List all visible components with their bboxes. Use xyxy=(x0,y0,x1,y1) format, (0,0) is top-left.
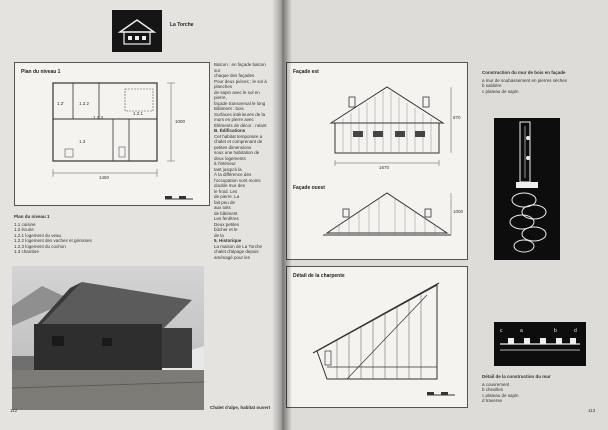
detail-item: d traverse xyxy=(482,398,503,403)
charpente-frame xyxy=(286,266,468,408)
text-line: Deux petites xyxy=(214,221,240,227)
text-line: Surfaces intérieures de la xyxy=(214,111,266,117)
detail-item: c plateau de sapin xyxy=(482,392,519,398)
construction-caption xyxy=(482,70,602,94)
text-line: chaque des façades xyxy=(214,73,255,78)
plan-width-dim: 1450 xyxy=(99,175,110,180)
text-line: à l'intérieur xyxy=(214,161,236,166)
detail-item: b chevilles xyxy=(482,387,504,392)
text-line: La maison de La Torche xyxy=(214,243,262,249)
text-line: Éléments de décor : néant xyxy=(214,122,267,128)
detail-title: Détail de la construction du mur xyxy=(482,374,551,379)
text-line: Balcon : en façade balcon sur xyxy=(214,62,266,73)
text-line: chalet d'alpage depuis xyxy=(214,249,259,254)
legend-title: Plan du niveau 1 xyxy=(14,214,50,219)
est-width-dim: 1670 xyxy=(379,165,390,170)
detail-caption xyxy=(482,374,602,404)
text-line: de sapin avec le sol en pierre, xyxy=(214,89,260,100)
floor-plan-frame xyxy=(14,62,210,206)
text-line: tant jusqu'à la xyxy=(214,166,242,172)
construction-item: b sablière xyxy=(482,83,502,88)
text-line: Pour deux pièces ; le sol à planches xyxy=(214,78,267,89)
plan-title: Plan du niveau 1 xyxy=(21,69,61,75)
legend-item: 1.2.2 logement des vaches et génisses xyxy=(14,238,92,243)
text-line: aménagé pour les xyxy=(214,254,251,260)
text-line: le froid. Les xyxy=(214,188,238,194)
room-label: 1.2' xyxy=(57,101,65,106)
text-line: murs en pierre avec xyxy=(214,117,254,122)
header-thumbnail xyxy=(112,10,162,52)
left-page xyxy=(0,0,282,430)
ouest-height-dim: 1000 xyxy=(453,209,464,214)
text-line: deux logements xyxy=(214,155,246,161)
svg-text:c: c xyxy=(500,328,503,334)
svg-text:b: b xyxy=(554,328,557,334)
photo-caption: Chalet d'alpe, habitat ouvert xyxy=(210,405,271,410)
plan-legend xyxy=(14,214,134,255)
charpente-drawing xyxy=(287,267,467,407)
svg-text:d: d xyxy=(574,328,577,334)
text-line: l'occupation sont moins xyxy=(214,177,261,183)
legend-item: 1.2 écurie xyxy=(14,227,34,232)
right-page xyxy=(282,0,608,430)
book-spine-shadow xyxy=(272,0,292,430)
legend-item: 1.2.1 logement du veau xyxy=(14,232,62,238)
text-line: de bâtiment xyxy=(214,210,238,216)
plan-height-dim: 1000 xyxy=(175,119,186,124)
room-label: 1.2.3 xyxy=(93,115,104,120)
text-line: double mur des xyxy=(214,183,246,188)
text-line: sous une habitation de xyxy=(214,150,260,155)
header-title: La Torche xyxy=(170,22,194,28)
wall-detail-image xyxy=(494,322,586,366)
chalet-photo xyxy=(12,266,204,410)
text-line: Cet habitat temporaire a xyxy=(214,133,263,139)
text-line: aux toits xyxy=(214,205,231,210)
text-line: de la xyxy=(214,232,224,238)
text-line: À la différence des xyxy=(214,172,252,177)
facade-est-title: Façade est xyxy=(293,69,319,75)
text-line: 5. Historique xyxy=(214,238,242,243)
charpente-title: Détail de la charpente xyxy=(293,273,345,279)
svg-text:a: a xyxy=(520,328,523,334)
text-line: bûcher et le xyxy=(214,227,238,232)
room-label: 1.2.1 xyxy=(133,111,144,116)
wall-construction-image xyxy=(494,118,560,260)
construction-title: Construction du mur de bois en façade xyxy=(482,70,566,75)
facades-frame xyxy=(286,62,468,260)
text-line: de pierre. La xyxy=(214,194,240,199)
construction-item: c plateau de sapin xyxy=(482,88,519,94)
page-number: 113 xyxy=(588,408,596,413)
facade-ouest-title: Façade ouest xyxy=(293,185,325,191)
body-text-column xyxy=(214,62,270,262)
room-label: 1.3 xyxy=(79,139,86,144)
text-line: façade transversal le long xyxy=(214,100,266,106)
legend-item: 1.3 chambre xyxy=(14,249,40,254)
floor-plan-drawing xyxy=(15,63,209,205)
text-line: chalet et comprenant de xyxy=(214,139,263,144)
text-line: petites dimensions xyxy=(214,144,252,150)
legend-item: 1.2.3 logement du cochon xyxy=(14,243,66,249)
construction-item: a mur de soubassement en pierres sèches xyxy=(482,77,568,83)
legend-item: 1.1 cuisine xyxy=(14,221,36,227)
text-line: Les fenêtres xyxy=(214,216,239,221)
facades-drawing xyxy=(287,63,467,259)
detail-item: a couvrement xyxy=(482,381,510,387)
text-line: Bâtiment : bois xyxy=(214,106,244,111)
text-line: B. Édifications xyxy=(214,128,246,133)
room-label: 1.2.2 xyxy=(79,101,90,106)
page-number: 112 xyxy=(10,408,18,413)
text-line: fait peu de xyxy=(214,199,236,205)
est-height-dim: 870 xyxy=(453,115,461,120)
